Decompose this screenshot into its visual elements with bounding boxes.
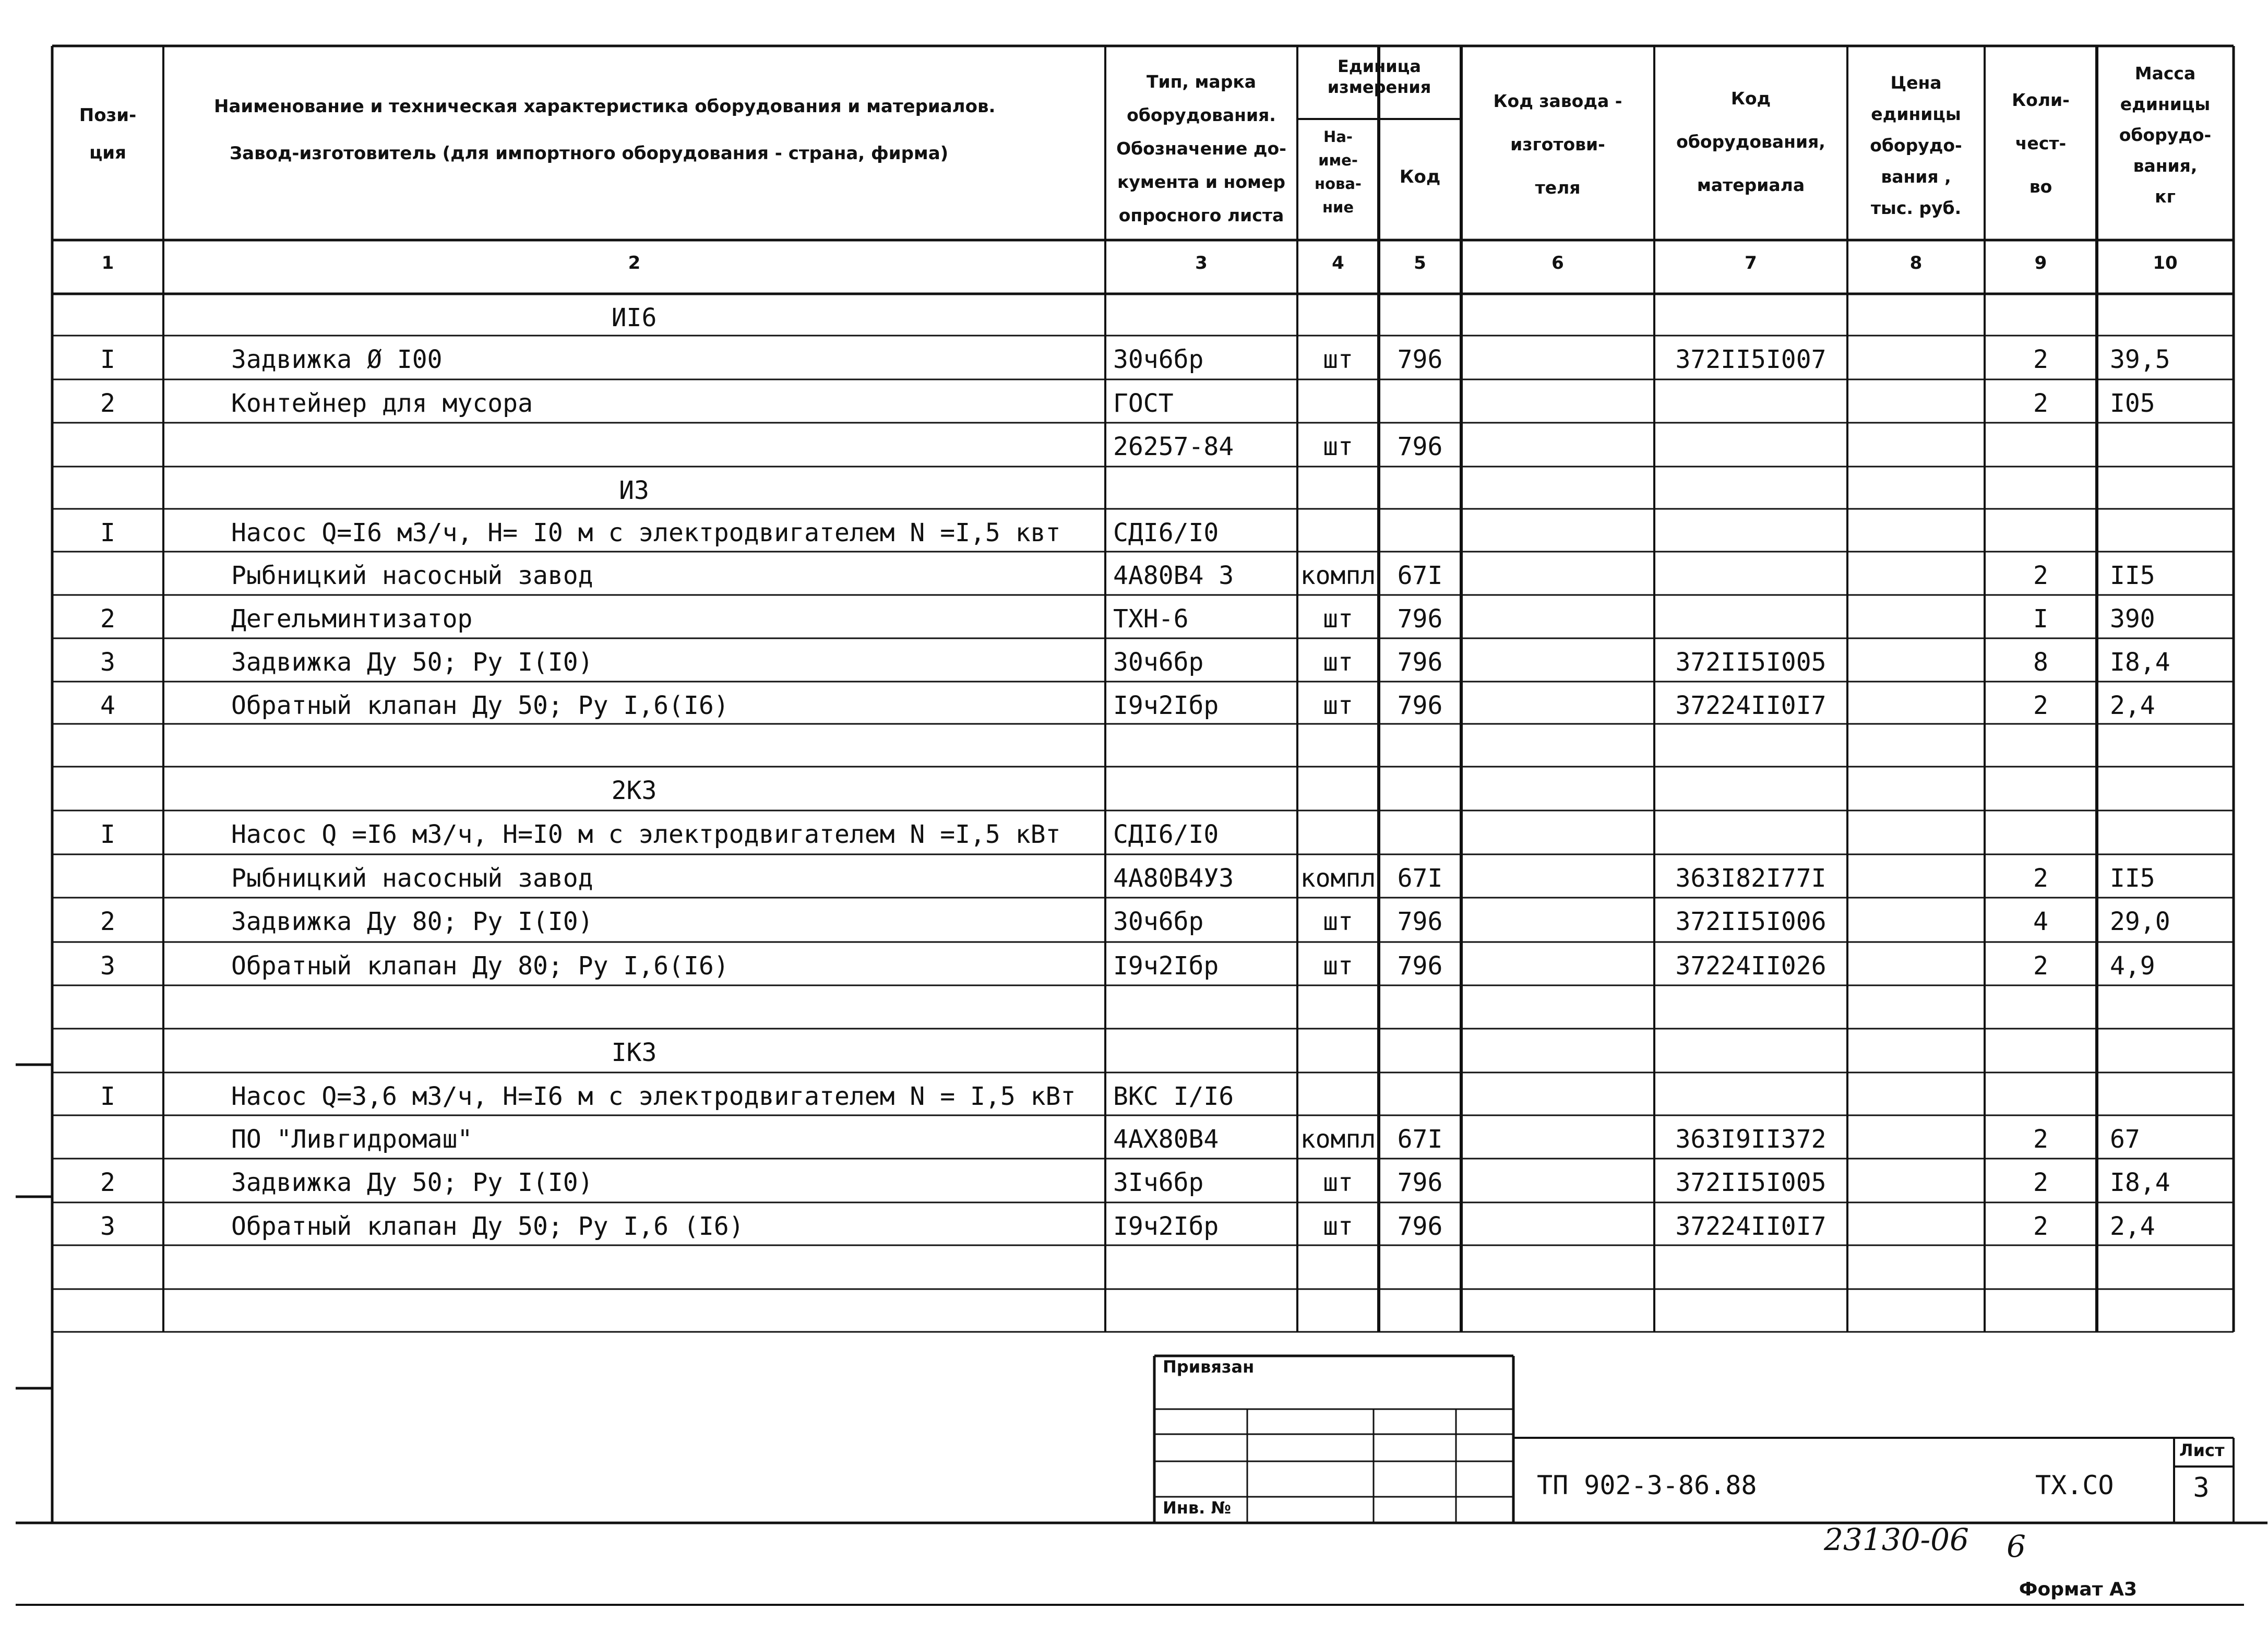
sheet-number: 3 [2193, 1472, 2210, 1504]
column-number: 2 [628, 253, 641, 273]
quantity-cell: 2 [2033, 1168, 2048, 1197]
column-number: 1 [101, 253, 114, 273]
type-cell: ГОСТ [1113, 389, 1174, 418]
unit-code-cell: 67I [1397, 1125, 1443, 1154]
quantity-cell: 2 [2033, 389, 2048, 418]
name-cell: Насос Q =I6 м3/ч, H=I0 м с электродвигателем N =I,5 кВт [231, 820, 1061, 849]
column-number: 7 [1745, 253, 1757, 273]
type-cell: I9ч2Iбр [1113, 951, 1219, 981]
equipment-code-cell: 37224II0I7 [1675, 1212, 1827, 1241]
position-cell: I [100, 820, 115, 849]
type-cell: 4А80В4УЗ [1113, 864, 1234, 893]
header-label: ние [1322, 198, 1354, 216]
mass-cell: 39,5 [2110, 345, 2170, 374]
section-heading: 2КЗ [611, 776, 657, 805]
unit-cell: шт [1323, 604, 1353, 634]
type-cell: 4А80В4 3 [1113, 561, 1234, 590]
type-cell: 4АХ80В4 [1113, 1125, 1219, 1154]
unit-code-cell: 796 [1397, 691, 1443, 720]
unit-cell: шт [1323, 691, 1353, 720]
position-cell: 3 [100, 648, 115, 677]
header-label: кг [2155, 186, 2176, 207]
header-label: Единица [1338, 56, 1421, 76]
section-heading: ИЗ [619, 476, 649, 505]
type-cell: I9ч2Iбр [1113, 691, 1219, 720]
position-cell: 2 [100, 389, 115, 418]
header-label: Код завода - [1493, 91, 1622, 111]
unit-code-cell: 796 [1397, 432, 1443, 461]
position-cell: 2 [100, 604, 115, 634]
type-cell: 26257-84 [1113, 432, 1234, 461]
name-cell: Рыбницкий насосный завод [231, 561, 593, 590]
equipment-code-cell: 37224II026 [1675, 951, 1827, 981]
header-label: ция [89, 142, 126, 163]
header-label: тыс. руб. [1870, 198, 1962, 218]
position-cell: 3 [100, 951, 115, 981]
header-label: нова- [1315, 175, 1362, 193]
header-label: На- [1323, 128, 1353, 146]
header-label: вания , [1881, 166, 1951, 187]
column-number: 6 [1551, 253, 1564, 273]
format-label: Формат А3 [2019, 1579, 2137, 1600]
unit-code-cell: 796 [1397, 345, 1443, 374]
name-cell: Задвижка Ду 50; Ру I(I0) [231, 1168, 593, 1197]
header-label: Код [1399, 166, 1441, 187]
type-cell: СДI6/I0 [1113, 518, 1219, 547]
linked-label: Привязан [1163, 1357, 1255, 1377]
quantity-cell: 8 [2033, 648, 2048, 677]
section-heading: ИI6 [611, 303, 657, 332]
column-number: 10 [2153, 253, 2178, 273]
unit-cell: компл [1300, 1125, 1376, 1154]
type-cell: СДI6/I0 [1113, 820, 1219, 849]
quantity-cell: 2 [2033, 561, 2048, 590]
header-label: оборудования. [1127, 105, 1276, 125]
header-label: Код [1730, 88, 1771, 109]
quantity-cell: I [2033, 604, 2048, 634]
header-label: оборудо- [2119, 125, 2212, 145]
quantity-cell: 4 [2033, 907, 2048, 936]
inventory-label: Инв. № [1163, 1498, 1231, 1518]
unit-cell: шт [1323, 907, 1353, 936]
unit-code-cell: 796 [1397, 648, 1443, 677]
header-label: Завод-изготовитель (для импортного оборудования - страна, фирма) [230, 143, 949, 164]
unit-cell: шт [1323, 1168, 1353, 1197]
name-cell: Насос Q=3,6 м3/ч, H=I6 м с электродвигателем N = I,5 кВт [231, 1082, 1076, 1111]
mass-cell: 67 [2110, 1125, 2140, 1154]
header-label: оборудо- [1870, 135, 1962, 156]
position-cell: I [100, 1082, 115, 1111]
quantity-cell: 2 [2033, 691, 2048, 720]
header-label: Коли- [2012, 90, 2070, 110]
type-cell: 3Iч6бр [1113, 1168, 1204, 1197]
header-label: чест- [2015, 133, 2067, 153]
column-number: 3 [1195, 253, 1208, 273]
mass-cell: I8,4 [2110, 648, 2170, 677]
name-cell: Рыбницкий насосный завод [231, 864, 593, 893]
section-heading: IКЗ [611, 1038, 657, 1067]
position-cell: 3 [100, 1212, 115, 1241]
unit-cell: шт [1323, 345, 1353, 374]
quantity-cell: 2 [2033, 864, 2048, 893]
type-cell: ВКС I/I6 [1113, 1082, 1234, 1111]
column-number: 4 [1332, 253, 1344, 273]
type-cell: I9ч2Iбр [1113, 1212, 1219, 1241]
table-body [100, 303, 2170, 1241]
quantity-cell: 2 [2033, 345, 2048, 374]
name-cell: Контейнер для мусора [231, 389, 533, 418]
mass-cell: 390 [2110, 604, 2155, 634]
mass-cell: I8,4 [2110, 1168, 2170, 1197]
name-cell: Обратный клапан Ду 80; Ру I,6(I6) [231, 951, 729, 981]
header-label: во [2029, 176, 2052, 197]
archive-number: 23130-06 [1824, 1522, 1969, 1557]
archive-suffix: 6 [2007, 1529, 2026, 1564]
name-cell: Дегельминтизатор [231, 604, 473, 634]
equipment-code-cell: 372II5I007 [1675, 345, 1827, 374]
header-label: Обозначение до- [1116, 138, 1286, 159]
header-label: оборудования, [1676, 132, 1825, 152]
unit-cell: шт [1323, 951, 1353, 981]
sheet-label: Лист [2179, 1440, 2225, 1460]
unit-cell: компл [1300, 864, 1376, 893]
header-label: изготови- [1510, 134, 1605, 154]
document-mark: ТХ.СО [2035, 1470, 2114, 1500]
name-cell: Задвижка Ду 50; Ру I(I0) [231, 648, 593, 677]
equipment-code-cell: 363I82I77I [1675, 864, 1827, 893]
type-cell: 30ч6бр [1113, 345, 1204, 374]
position-cell: 4 [100, 691, 115, 720]
unit-code-cell: 796 [1397, 604, 1443, 634]
unit-cell: компл [1300, 561, 1376, 590]
name-cell: Задвижка Ø I00 [231, 345, 443, 374]
header-label: кумента и номер [1117, 172, 1286, 192]
quantity-cell: 2 [2033, 1212, 2048, 1241]
header-label: единицы [2120, 94, 2211, 114]
name-cell: Обратный клапан Ду 50; Ру I,6 (I6) [231, 1212, 744, 1241]
unit-code-cell: 796 [1397, 1212, 1443, 1241]
mass-cell: I05 [2110, 389, 2155, 418]
position-cell: I [100, 345, 115, 374]
mass-cell: 2,4 [2110, 691, 2155, 720]
name-cell: ПО "Ливгидромаш" [231, 1125, 473, 1154]
unit-cell: шт [1323, 648, 1353, 677]
position-cell: 2 [100, 1168, 115, 1197]
type-cell: ТХН-6 [1113, 604, 1189, 634]
unit-code-cell: 67I [1397, 561, 1443, 590]
mass-cell: II5 [2110, 864, 2155, 893]
unit-code-cell: 796 [1397, 1168, 1443, 1197]
name-cell: Обратный клапан Ду 50; Ру I,6(I6) [231, 691, 729, 720]
header-label: измерения [1327, 77, 1431, 97]
unit-cell: шт [1323, 1212, 1353, 1241]
mass-cell: 2,4 [2110, 1212, 2155, 1241]
unit-code-cell: 67I [1397, 864, 1443, 893]
header-label: теля [1535, 177, 1581, 198]
equipment-code-cell: 372II5I006 [1675, 907, 1827, 936]
header-label: име- [1318, 151, 1358, 169]
column-number: 9 [2034, 253, 2047, 273]
name-cell: Задвижка Ду 80; Ру I(I0) [231, 907, 593, 936]
quantity-cell: 2 [2033, 1125, 2048, 1154]
equipment-code-cell: 372II5I005 [1675, 648, 1827, 677]
header-label: единицы [1871, 104, 1961, 124]
mass-cell: 4,9 [2110, 951, 2155, 981]
unit-code-cell: 796 [1397, 907, 1443, 936]
header-label: Тип, марка [1147, 71, 1256, 92]
type-cell: 30ч6бр [1113, 907, 1204, 936]
header-label: вания, [2133, 156, 2198, 176]
position-cell: I [100, 518, 115, 547]
header-label: материала [1697, 175, 1805, 195]
mass-cell: II5 [2110, 561, 2155, 590]
header-label: опросного листа [1118, 205, 1284, 225]
type-cell: 30ч6бр [1113, 648, 1204, 677]
header-label: Наименование и техническая характеристика оборудования и материалов. [214, 96, 996, 117]
unit-cell: шт [1323, 432, 1353, 461]
name-cell: Насос Q=I6 м3/ч, H= I0 м с электродвигателем N =I,5 квт [231, 518, 1061, 547]
equipment-code-cell: 37224II0I7 [1675, 691, 1827, 720]
header-label: Масса [2134, 63, 2196, 84]
equipment-code-cell: 372II5I005 [1675, 1168, 1827, 1197]
header-label: Цена [1890, 73, 1942, 93]
mass-cell: 29,0 [2110, 907, 2170, 936]
column-number: 8 [1909, 253, 1923, 273]
quantity-cell: 2 [2033, 951, 2048, 981]
document-code: ТП 902-3-86.88 [1537, 1470, 1757, 1500]
position-cell: 2 [100, 907, 115, 936]
equipment-code-cell: 363I9II372 [1675, 1125, 1827, 1154]
title-block [1154, 1356, 2234, 1523]
column-number: 5 [1414, 253, 1426, 273]
unit-code-cell: 796 [1397, 951, 1443, 981]
header-label: Пози- [79, 105, 137, 126]
